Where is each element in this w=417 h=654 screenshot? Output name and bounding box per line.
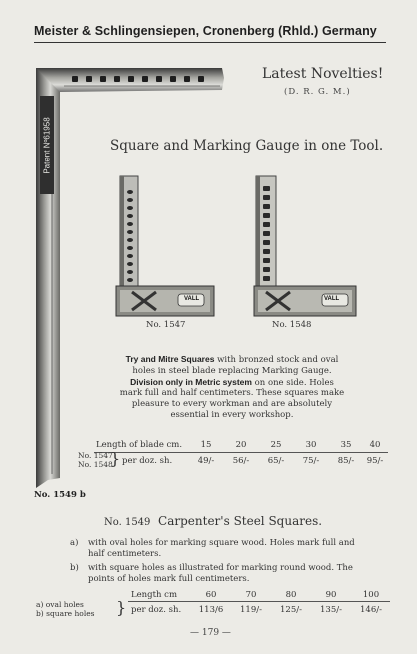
table2-price: 125/- — [280, 605, 302, 615]
table1-length: 20 — [235, 440, 247, 450]
desc-text-1: with bronzed stock and oval holes in steel blade replacing Marking Gauge. — [132, 355, 339, 376]
table1-length: 25 — [270, 440, 282, 450]
table2-price-row — [0, 605, 417, 617]
section2-item-b-text: with square holes as illustrated for marking round wood. The points of holes mark full centimeters. — [88, 563, 353, 584]
row-no-1548: No. 1548 — [78, 460, 113, 469]
table1-price: 56/- — [232, 456, 250, 466]
drgm-label: (D. R. G. M.) — [284, 87, 351, 97]
table2-length: 70 — [245, 590, 257, 600]
caption-1548: No. 1548 — [272, 320, 312, 330]
product-description — [118, 354, 346, 421]
patent-plate — [40, 96, 54, 194]
row-no-1547: No. 1547 — [78, 451, 113, 460]
table2-header-label: Length cm — [131, 590, 178, 600]
table2-length: 90 — [325, 590, 337, 600]
patent-text: Patent Nº61958 — [42, 116, 52, 174]
row-square-holes: b) square holes — [36, 609, 95, 618]
section2-item-b-marker: b) — [70, 563, 79, 573]
stock-brand-1548: VALL — [324, 296, 340, 302]
table1-length: 30 — [305, 440, 317, 450]
table1-price: 49/- — [197, 456, 215, 466]
table1-price: 75/- — [302, 456, 320, 466]
table1-price: 95/- — [366, 456, 384, 466]
table1-per-label: per doz. sh. — [122, 456, 173, 466]
table1-price: 65/- — [267, 456, 285, 466]
table2-rule — [128, 601, 390, 602]
section2-title-rest: Carpenter's Steel Squares. — [158, 514, 323, 528]
table1-rule — [94, 452, 388, 453]
table2-price: 146/- — [360, 605, 382, 615]
table2-price: 119/- — [240, 605, 262, 615]
table1-price-row — [0, 456, 417, 468]
section2-title-no: No. 1549 — [104, 517, 151, 528]
table2-per-label: per doz. sh. — [131, 605, 182, 615]
section2-item-a-marker: a) — [70, 538, 79, 548]
square-1548-illustration — [252, 172, 364, 320]
table1-length-row — [0, 440, 417, 452]
desc-bold-2: Division only in Metric system — [130, 376, 252, 387]
square-1547-illustration — [112, 172, 222, 320]
latest-novelties-heading: Latest Novelties! — [262, 66, 384, 82]
page-header: Meister & Schlingensiepen, Cronenberg (Rhld.) Germany — [34, 24, 377, 38]
table2-price: 113/6 — [198, 605, 224, 615]
page-number: — 179 — — [190, 628, 231, 638]
side-label-1549b: No. 1549 b — [34, 490, 86, 500]
table1-length: 15 — [200, 440, 212, 450]
caption-1547: No. 1547 — [146, 320, 186, 330]
desc-bold-1: Try and Mitre Squares — [125, 354, 215, 364]
table1-price: 85/- — [337, 456, 355, 466]
table2-price: 135/- — [320, 605, 342, 615]
row-oval-holes: a) oval holes — [36, 600, 84, 609]
table2-length: 60 — [205, 590, 217, 600]
table2-length: 80 — [285, 590, 297, 600]
table1-length: 35 — [340, 440, 352, 450]
table1-length: 40 — [369, 440, 381, 450]
desc-text-2: on one side. Holes mark full and half centimeters. These squares make pleasure to every workman and are absolutely essential in every workshop. — [119, 377, 345, 420]
table1-header-label: Length of blade cm. — [96, 440, 183, 450]
table2-length: 100 — [362, 590, 380, 600]
product-title: Square and Marking Gauge in one Tool. — [110, 138, 384, 154]
stock-brand-1547: VALL — [184, 296, 200, 302]
table2-brace: } — [116, 598, 127, 617]
section2-item-a-text: with oval holes for marking square wood. Holes mark full and half centimeters. — [88, 538, 355, 559]
section2-title — [104, 514, 322, 528]
table1-brace: } — [110, 449, 121, 468]
